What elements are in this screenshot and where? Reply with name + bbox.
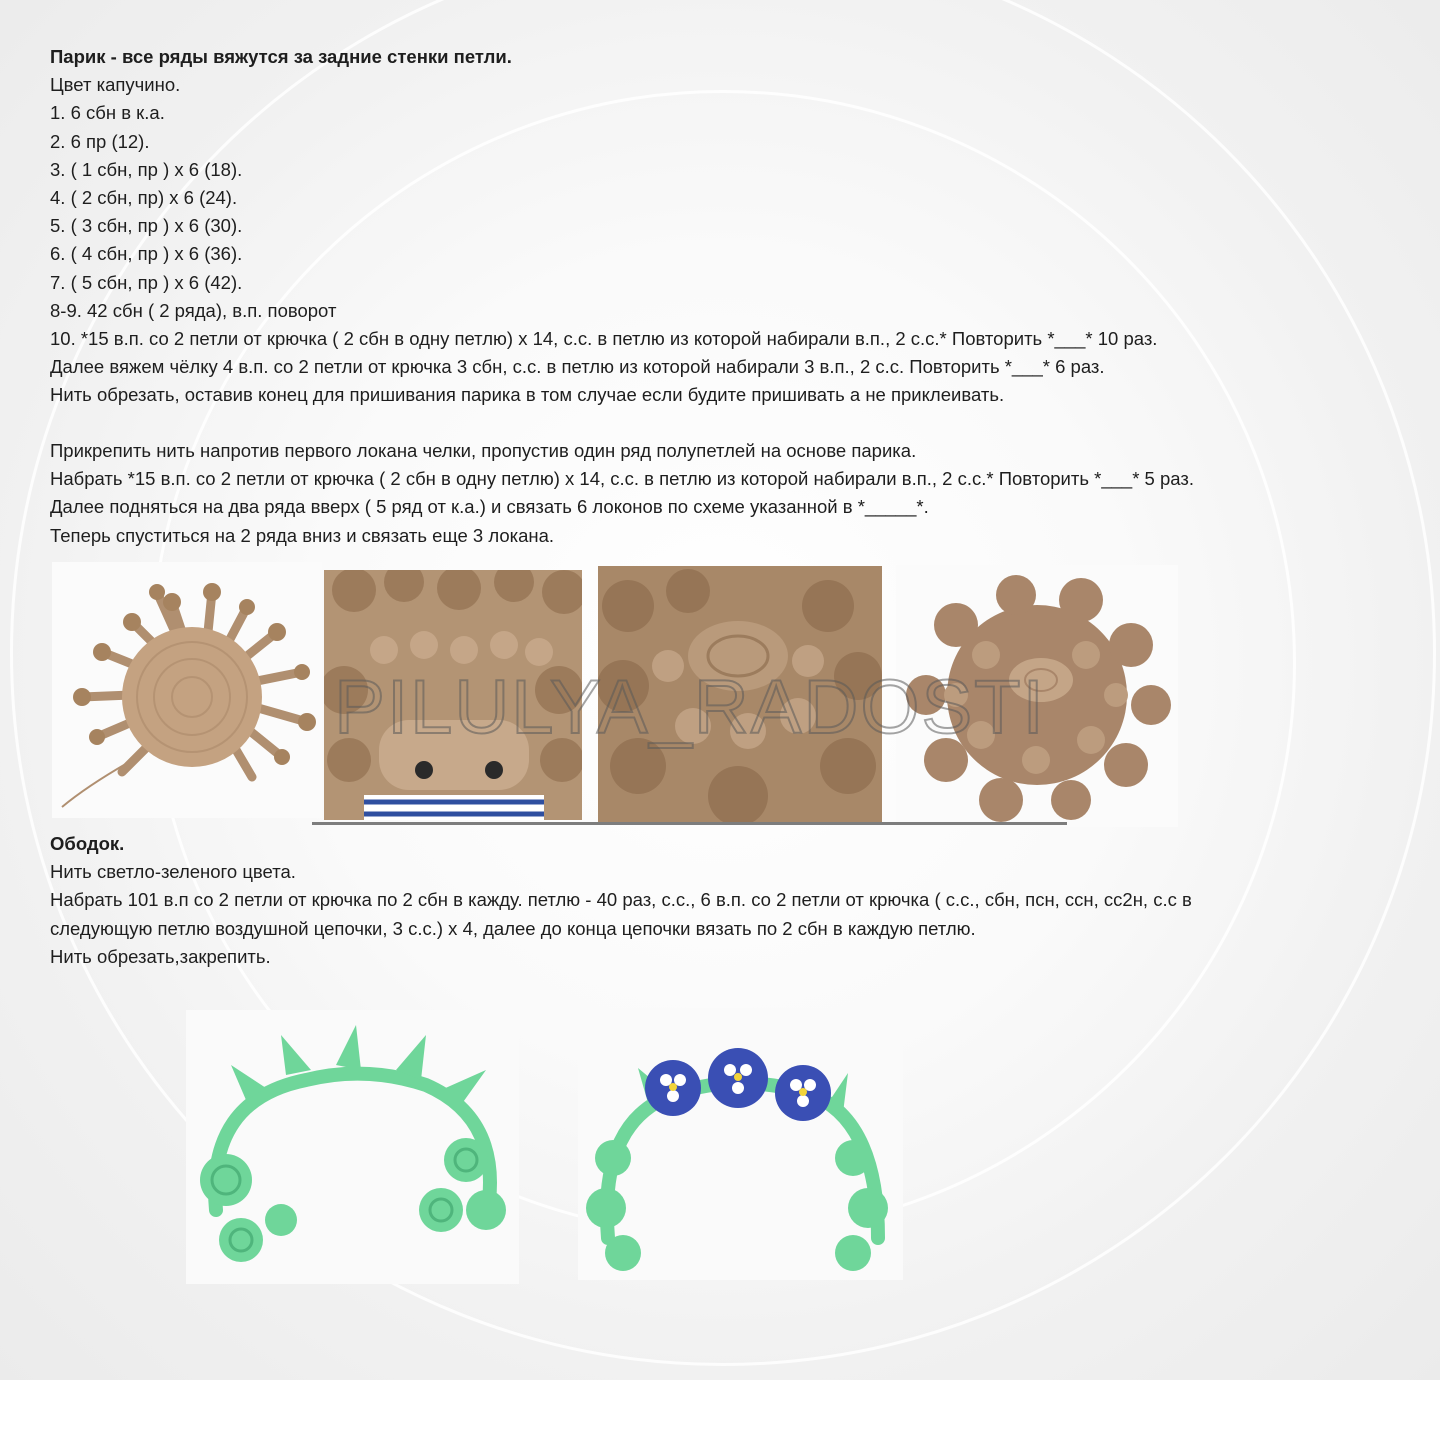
wig-line: 2. 6 пр (12). [50,130,150,152]
page-bottom-strip [0,1380,1440,1432]
wig-title: Парик - все ряды вяжутся за задние стенки петли. [50,46,512,67]
headband-line: следующую петлю воздушной цепочки, 3 с.с.) х 4, далее до конца цепочки вязать по 2 сбн в каждую петлю. [50,917,976,939]
wig-line: Нить обрезать, оставив конец для пришивания парика в том случае если будите пришивать а не приклеивать. [50,384,1005,406]
wig-line: Прикрепить нить напротив первого локана челки, пропустив один ряд полупетлей на основе парика. [50,440,917,461]
wig-line: 8-9. 42 сбн ( 2 ряда), в.п. поворот [50,299,337,321]
wig-line: 7. ( 5 сбн, пр ) х 6 (42). [50,271,243,293]
wig-line: 6. ( 4 сбн, пр ) х 6 (36). [50,243,243,265]
watermark-underline [312,822,1067,825]
headband-line: Набрать 101 в.п со 2 петли от крючка по 2 сбн в кажду. петлю - 40 раз, с.с., 6 в.п. со 2 петли от крючка ( с.с., сбн, псн, ссн, сс2н, с.с в [50,889,1192,911]
headband-section [50,830,1390,971]
headband-line: Нить светло-зеленого цвета. [50,861,296,883]
headband-photo-leaves [186,1010,519,1284]
wig-line: Цвет капучино. [50,74,181,96]
wig-line: Набрать *15 в.п. со 2 петли от крючка ( 2 сбн в одну петлю) х 14, с.с. в петлю из которой набирали в.п., 2 с.с.* Повторить *___* 5 раз. [50,468,1194,490]
headband-line: Нить обрезать,закрепить. [50,945,271,967]
wig-section [50,43,1390,410]
wig-line: 3. ( 1 сбн, пр ) х 6 (18). [50,158,243,180]
wig-photo-flat [52,562,322,818]
wig-line: 10. *15 в.п. со 2 петли от крючка ( 2 сбн в одну петлю) х 14, с.с. в петлю из которой набирали в.п., 2 с.с.* Повторить *___* 10 раз. [50,328,1158,350]
headband-photo-flowers [578,1008,903,1280]
headband-title: Ободок. [50,833,125,854]
wig-line: 1. 6 сбн в к.а. [50,102,165,124]
wig-line: Далее вяжем чёлку 4 в.п. со 2 петли от крючка 3 сбн, с.с. в петлю из которой набирали 3 в.п., 2 с.с. Повторить *___* 6 раз. [50,356,1105,378]
wig-line: Теперь спуститься на 2 ряда вниз и связать еще 3 локана. [50,524,555,546]
watermark: PILULYA_RADOSTI [334,665,1046,750]
wig-line: 4. ( 2 сбн, пр) х 6 (24). [50,187,238,209]
wig-line: 5. ( 3 сбн, пр ) х 6 (30). [50,215,243,237]
wig-line: Далее подняться на два ряда вверх ( 5 ряд от к.а.) и связать 6 локонов по схеме указанной в *_____*. [50,496,929,518]
wig-section-continued [50,437,1390,550]
